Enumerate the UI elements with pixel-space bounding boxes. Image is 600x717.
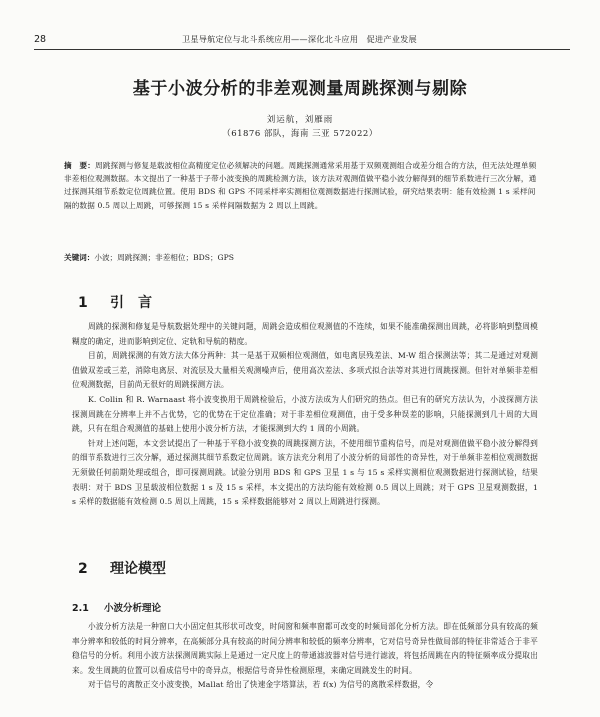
subsection-heading: [72, 600, 161, 614]
paragraph: K. Collin 和 R. Warnaast 将小波变换用于周跳检验后，小波方法成为人们研究的热点。但已有的研究方法认为，小波探测方法探测周跳在分辨率上并不占优势，它的优势在于定位准确；对于非差相位观测值，由于受多种误差的影响，只能探测到几十周的大周跳，只有在组合观测值的基础上使用小波分析方法，才能探测到大约 1 周的小周跳。: [72, 394, 538, 434]
affiliation: （61876 部队，海南 三亚 572022）: [222, 129, 378, 139]
paper-title: 基于小波分析的非差观测量周跳探测与剔除: [132, 79, 468, 99]
paragraph: 小波分析方法是一种窗口大小固定但其形状可改变，时间窗和频率窗都可改变的时频局部化分析方法。即在低频部分具有较高的频率分辨率和较低的时间分辨率，在高频部分具有较高的时间分辨率和较低的频率分辨率，它对信号奇异性做局部的特征非常适合于非平稳信号的分析。利用小波方法探测周跳实际上是通过一定尺度上的带通滤波器对信号进行滤波，将包括周跳在内的特征频率成分提取出来。发生周跳的位置可以看成信号中的奇异点，根据信号奇异性检测原理，来确定周跳发生的时间。: [72, 622, 538, 675]
section-number: 1: [78, 295, 88, 311]
subsection-title: 小波分析理论: [104, 603, 162, 614]
section-heading-introduction: [78, 292, 152, 312]
keywords-label: 关键词：: [64, 253, 95, 262]
paragraph: 目前，周跳探测的有效方法大体分两种：其一是基于双频相位观测值，如电离层残差法、M-W 组合探测法等；其二是通过对观测值做双差或三差，消除电离层、对流层及大量相关观测噪声后，使用高次差法、多项式拟合法等对其进行周跳探测。但针对单频非差相位观测数据，目前尚无很好的周跳探测方法。: [72, 351, 538, 390]
keywords: [64, 252, 540, 263]
theory-body: [72, 620, 538, 693]
section-title: 理论模型: [110, 561, 166, 577]
paragraph: 针对上述问题，本文尝试提出了一种基于平稳小波变换的周跳探测方法，不使用细节重构信号，而是对观测值做平稳小波分解得到的细节系数进行三次分解，通过探测其细节系数定位周跳。该方法充分利用了小波分析的局部性的奇异性，对于单频非差相位观测数据无须做任何前期处理或组合，即可探测周跳。试验分别用 BDS 和 GPS 卫星 1 s 与 15 s 采样实测相位观测数据进行探测试验，结果表明：对于 BDS 卫星载波相位数据 1 s 及 15 s 采样，本文提出的方法均能有效检测 0.5 周以上周跳；对于 GPS 卫星观测数据，1 s 采样的数据能有效检测 0.5 周以上周跳，15 s 采样数据能够对 2 周以上周跳进行探测。: [72, 438, 538, 507]
introduction-body: [72, 320, 538, 510]
abstract-label: 摘 要：: [64, 161, 95, 170]
section-number: 2: [78, 561, 88, 577]
section-heading-theory: [78, 558, 166, 578]
paragraph: 对于信号的离散正交小波变换，Mallat 给出了快速金字塔算法，若 f(x) 为信号的离散采样数据，令: [88, 680, 434, 690]
header-rule: [34, 49, 570, 50]
section-title: 引 言: [110, 295, 152, 311]
running-header: [34, 34, 570, 48]
page-number: 28: [34, 34, 47, 45]
subsection-number: 2.1: [72, 603, 89, 614]
abstract-text: 周跳探测与修复是载波相位高精度定位必须解决的问题。周跳探测通常采用基于双频观测组合或差分组合的方法，但无法处理单频非差相位观测数据。本文提出了一种基于子带小波变换的周跳检测方法，该方法对观测值做平稳小波分解得到的细节系数进行三次分解，通过探测其细节系数定位周跳位置。使用 BDS 和 GPS 不同采样率实测相位观测数据进行探测试验，研究结果表明：能有效检测 1 s 采样间隔的数据 0.5 周以上周跳，可够探测 15 s 采样间隔数据为 2 周以上周跳。: [64, 161, 537, 210]
paragraph: 周跳的探测和修复是导航数据处理中的关键问题，周跳会造成相位观测值的不连续，如果不能准确探测出周跳，必将影响到整周模糊度的确定，进而影响到定位、定轨和导航的精度。: [72, 322, 538, 346]
running-title: 卫星导航定位与北斗系统应用——深化北斗应用 促进产业发展: [182, 34, 417, 44]
keywords-text: 小波；周跳探测；非差相位；BDS；GPS: [94, 253, 234, 262]
abstract: [64, 159, 540, 212]
authors: 刘运航，刘雁雨: [266, 115, 334, 125]
